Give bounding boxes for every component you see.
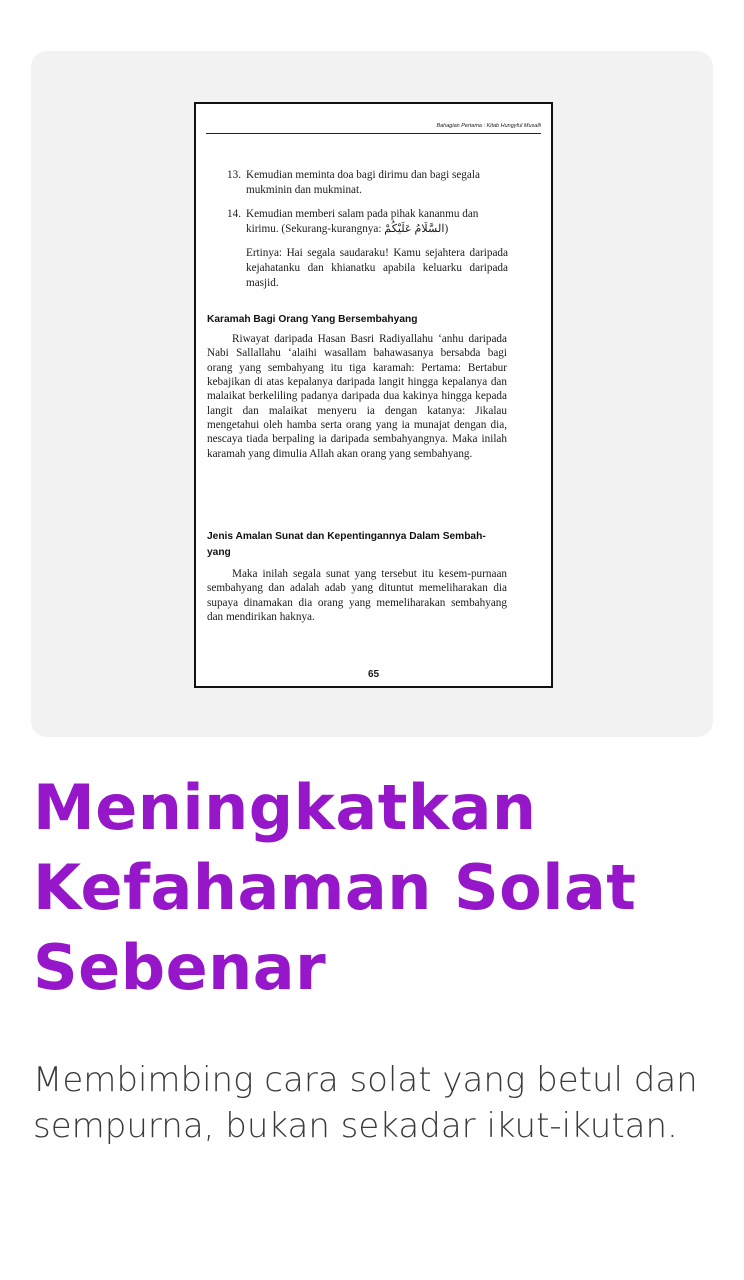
running-head — [206, 125, 541, 134]
list-item-14 — [227, 207, 507, 237]
subtext: Membimbing cara solat yang betul dan sempurna, bukan sekadar ikut-ikutan. — [33, 1060, 698, 1146]
list-item-text: Kemudian meminta doa bagi dirimu dan bagi segala mukminin dan mukminat. — [246, 169, 480, 196]
book-page-image — [194, 102, 553, 688]
list-item-text: Kemudian memberi salam pada pihak kananmu dan kirimu. (Sekurang-kurangnya: السَّلَامُ عَلَيْكُمْ) — [246, 208, 479, 235]
ertinya-text: Ertinya: Hai segala saudaraku! Kamu sejahtera daripada kejahatanku dan khianatku apabila keluarku daripada masjid. — [246, 247, 508, 289]
section-paragraph-karamah: Riwayat daripada Hasan Basri Radiyallahu ‘anhu daripada Nabi Sallallahu ‘alaihi wasallam bahawasanya bersabda bagi orang yang sembahyang itu tiga karamah: Pertama: Bertabur kebajikan di atas kepalanya daripada langit hingga kepalanya dan malaikat berkeliling padanya daripada dua kakinya hingga kepada langit dan malaikat menyeru ia dengan katanya: Jikalau mengetahui oleh hamba serta orang yang ia munajat dengan dia, nescaya tiada berpaling ia daripada sembahyangnya. Maka inilah karamah yang dimulia Allah akan orang yang sembahyang. — [207, 333, 507, 460]
page-number: 65 — [367, 669, 380, 680]
list-item-number: 13. — [227, 169, 241, 181]
running-head-text: Bahagian Pertama : Kitab Hungyful Musalli — [432, 123, 541, 129]
section-paragraph-amalan-sunat: Maka inilah segala sunat yang tersebut itu kesem-purnaan sembahyang dan adalah adab yang dituntut memeliharakan dia supaya dinamakan dia orang yang memeliharakan sembahyang dan mendirikan haknya. — [207, 568, 507, 624]
section-heading-amalan-sunat: Jenis Amalan Sunat dan Kepentingannya Dalam Sembah-yang — [207, 531, 486, 558]
book-image-card — [31, 51, 713, 737]
section-heading-karamah: Karamah Bagi Orang Yang Bersembahyang — [207, 314, 418, 325]
list-item-13 — [227, 168, 507, 198]
list-item-number: 14. — [227, 208, 241, 220]
headline: Meningkatkan Kefahaman Solat Sebenar — [33, 771, 637, 1004]
